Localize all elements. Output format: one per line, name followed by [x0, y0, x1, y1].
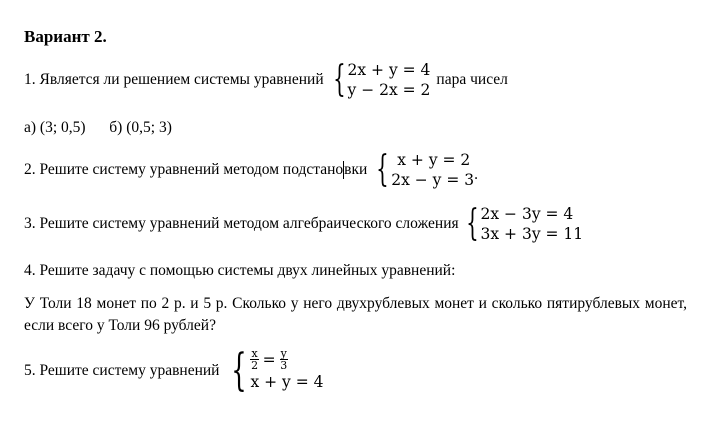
task-3-text: 3. Решите систему уравнений методом алгебраического сложения [24, 215, 459, 232]
system-brace: { [231, 344, 248, 396]
task-5 [24, 344, 324, 396]
task-4-problem: У Толи 18 монет по 2 р. и 5 р. Сколько у него двухрублевых монет и сколько пятирублевых монет, если всего у Толи 96 рублей? [24, 295, 687, 334]
task-2-text: 2. Решите систему уравнений методом подстано [24, 161, 344, 178]
task-1 [24, 60, 508, 100]
system-brace: { [332, 59, 346, 100]
fraction-x-2: $\frac{x}{2}$ [251, 347, 259, 372]
task-1-system [348, 60, 431, 100]
system-brace: { [376, 149, 390, 190]
task-1-text-after: пара чисел [436, 71, 508, 88]
task-2-eq2: 2x − y = 3 [391, 171, 475, 189]
option-a: а) (3; 0,5) [24, 119, 86, 136]
system-brace: { [465, 203, 479, 244]
task-2-text-rest: вки [344, 161, 368, 178]
task-1-eq1: 2x + y = 4 [347, 61, 431, 79]
task-2 [24, 150, 478, 190]
task-5-text: 5. Решите систему уравнений [24, 361, 220, 379]
task-1-text: 1. Является ли решением системы уравнений [24, 71, 324, 88]
task-5-eq2: x + y = 4 [250, 373, 324, 391]
option-b: б) (0,5; 3) [109, 119, 172, 136]
answer-options [24, 119, 172, 137]
variant-title: Вариант 2. [24, 27, 107, 46]
fraction-y-3: $\frac{y}{3}$ [280, 347, 288, 372]
task-4: 4. Решите задачу с помощью системы двух линейных уравнений: [24, 262, 456, 279]
task-3-eq2: 3x + 3y = 11 [480, 225, 584, 243]
task-3 [24, 204, 583, 244]
task-2-system [391, 150, 474, 190]
task-3-eq1: 2x − 3y = 4 [480, 205, 574, 223]
task-3-system [481, 204, 584, 244]
task-1-eq2: y − 2x = 2 [347, 81, 431, 99]
task-2-eq1: x + y = 2 [397, 151, 471, 169]
task-5-system [250, 348, 323, 393]
task-2-end: . [474, 166, 479, 183]
task-5-eq1 [250, 348, 323, 371]
equals-sign: = [262, 350, 276, 369]
